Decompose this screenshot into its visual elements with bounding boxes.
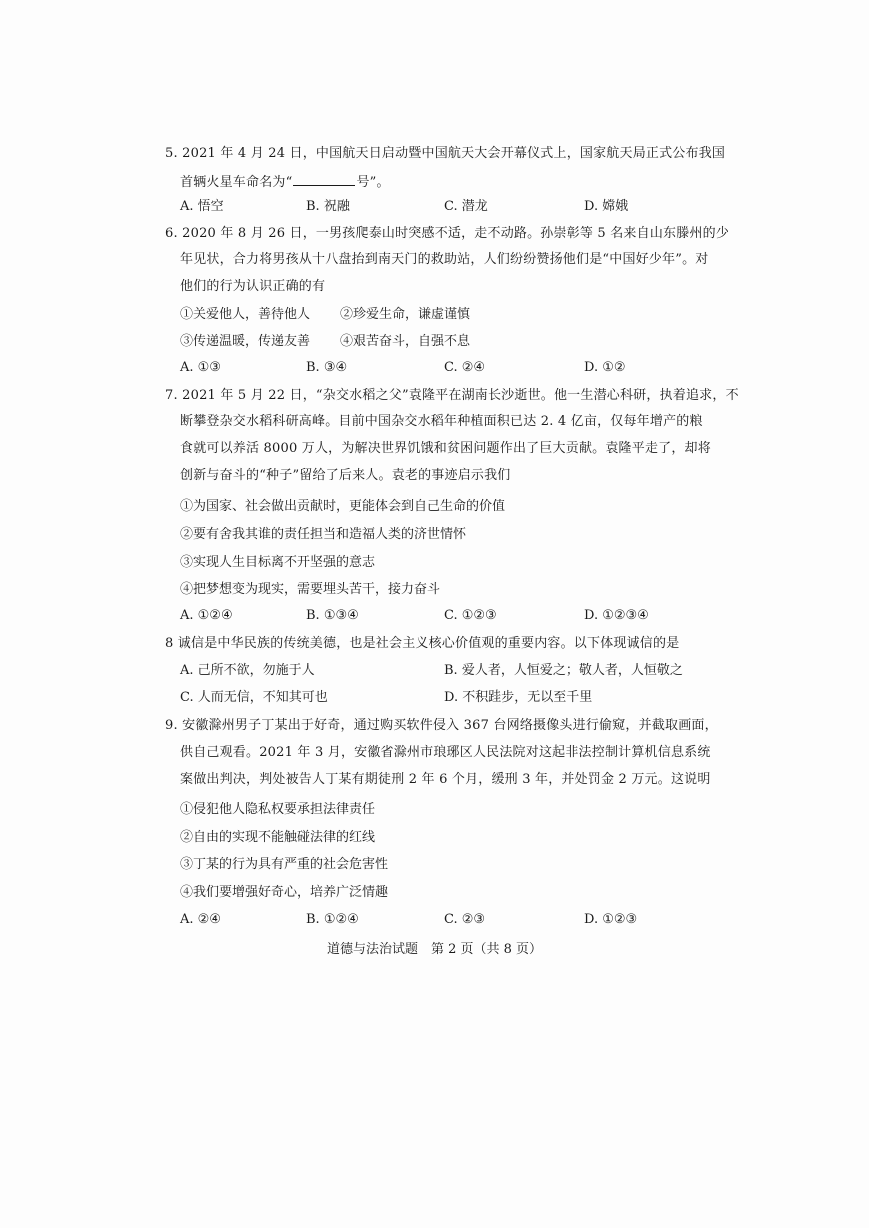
q5-stem-pre: 首辆火星车命名为“: [180, 175, 293, 190]
q5-stem-line-2: [180, 173, 390, 191]
q9-stem-line-2: 供自己观看。2021 年 3 月，安徽省滁州市琅琊区人民法院对这起非法控制计算机信息系统: [180, 745, 711, 760]
q9-option-d: D. ①②③: [584, 912, 638, 927]
q9-item-3: ③丁某的行为具有严重的社会危害性: [180, 857, 389, 872]
q5-stem-line-1: 5. 2021 年 4 月 24 日，中国航天日启动暨中国航天大会开幕仪式上，国家航天局正式公布我国: [165, 146, 726, 161]
q8-stem-line-1: 8 诚信是中华民族的传统美德，也是社会主义核心价值观的重要内容。以下体现诚信的是: [165, 636, 680, 651]
q9-item-4: ④我们要增强好奇心，培养广泛情趣: [180, 885, 389, 900]
q5-option-d: D. 嫦娥: [584, 199, 629, 214]
q7-option-b: B. ①③④: [306, 608, 359, 623]
q7-item-3: ③实现人生目标离不开坚强的意志: [180, 555, 376, 570]
q7-stem-line-4: 创新与奋斗的“种子”留给了后来人。袁老的事迹启示我们: [180, 468, 511, 483]
q7-item-2: ②要有舍我其谁的责任担当和造福人类的济世情怀: [180, 527, 467, 542]
q7-stem-line-3: 食就可以养活 8000 万人，为解决世界饥饿和贫困问题作出了巨大贡献。袁隆平走了，却将: [180, 441, 711, 456]
q8-option-a: A. 己所不欲，勿施于人: [180, 663, 315, 678]
q9-option-b: B. ①②④: [306, 912, 359, 927]
q7-item-4: ④把梦想变为现实，需要埋头苦干，接力奋斗: [180, 582, 441, 597]
q7-option-a: A. ①②④: [180, 608, 233, 623]
q7-item-1: ①为国家、社会做出贡献时，更能体会到自己生命的价值: [180, 499, 506, 514]
q6-option-d: D. ①②: [584, 360, 626, 375]
answer-blank: [293, 173, 355, 186]
q8-option-b: B. 爱人者，人恒爱之；敬人者，人恒敬之: [444, 663, 683, 678]
q9-stem-line-1: 9. 安徽滁州男子丁某出于好奇，通过购买软件侵入 367 台网络摄像头进行偷窥，并截取画面，: [165, 718, 718, 733]
q6-item-2: ②珍爱生命，谦虚谨慎: [340, 307, 471, 322]
q6-item-3: ③传递温暖，传递友善: [180, 334, 311, 349]
page-footer: 道德与法治试题 第 2 页（共 8 页）: [326, 942, 543, 957]
q6-stem-line-1: 6. 2020 年 8 月 26 日，一男孩爬泰山时突感不适，走不动路。孙崇彰等 5 名来自山东滕州的少: [165, 226, 730, 241]
q6-item-4: ④艰苦奋斗，自强不息: [340, 334, 471, 349]
q6-stem-line-2: 年见状，合力将男孩从十八盘抬到南天门的救助站，人们纷纷赞扬他们是“中国好少年”。对: [180, 252, 709, 267]
q7-stem-line-2: 断攀登杂交水稻科研高峰。目前中国杂交水稻年种植面积已达 2. 4 亿亩，仅每年增产的粮: [180, 414, 703, 429]
q5-option-c: C. 潜龙: [444, 199, 488, 214]
q5-stem-post: 号”。: [356, 175, 390, 190]
q9-option-a: A. ②④: [180, 912, 221, 927]
q5-option-a: A. 悟空: [180, 199, 224, 214]
q7-stem-line-1: 7. 2021 年 5 月 22 日，“杂交水稻之父”袁隆平在湖南长沙逝世。他一生潜心科研，执着追求，不: [165, 388, 739, 403]
q9-item-1: ①侵犯他人隐私权要承担法律责任: [180, 802, 376, 817]
q9-item-2: ②自由的实现不能触碰法律的红线: [180, 830, 376, 845]
q6-stem-line-3: 他们的行为认识正确的有: [180, 279, 326, 294]
q6-item-1: ①关爱他人，善待他人: [180, 307, 311, 322]
q7-option-d: D. ①②③④: [584, 608, 649, 623]
q6-option-a: A. ①③: [180, 360, 221, 375]
q8-option-c: C. 人而无信，不知其可也: [180, 690, 328, 705]
q6-option-b: B. ③④: [306, 360, 348, 375]
q6-option-c: C. ②④: [444, 360, 486, 375]
q8-option-d: D. 不积跬步，无以至千里: [444, 690, 593, 705]
q9-stem-line-3: 案做出判决，判处被告人丁某有期徒刑 2 年 6 个月，缓刑 3 年，并处罚金 2 万元。这说明: [180, 772, 711, 787]
q9-option-c: C. ②③: [444, 912, 486, 927]
q7-option-c: C. ①②③: [444, 608, 497, 623]
q5-option-b: B. 祝融: [306, 199, 350, 214]
